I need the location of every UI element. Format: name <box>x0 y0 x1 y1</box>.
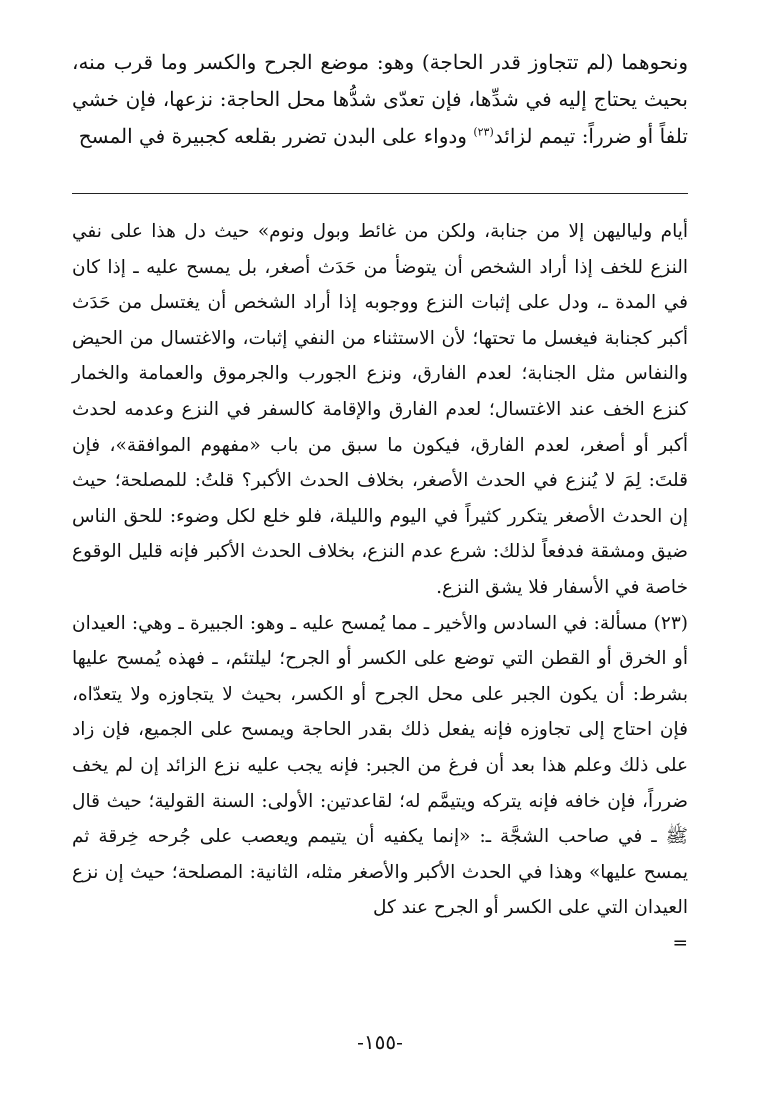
footnote-continuation: أيام ولياليهن إلا من جنابة، ولكن من غائط وبول ونوم» حيث دل هذا على نفي النزع للخف إذا أراد الشخص أن يتوضأ من حَدَث أصغر، بل يمسح عليه ـ إذا كان في المدة ـ، ودل على إثبات النزع ووجوبه إذا أراد الشخص أن يغتسل من حَدَث أكبر كجنابة فيغسل ما تحتها؛ لأن الاستثناء من النفي إثبات، والاغتسال من الحيض والنفاس مثل الجنابة؛ لعدم الفارق، ونزع الجورب والجرموق والعمامة والخمار كنزع الخف عند الاغتسال؛ لعدم الفارق والإقامة كالسفر في النزع وعدمه لحدث أكبر أو أصغر، لعدم الفارق، فيكون ما سبق من باب «مفهوم الموافقة»، فإن قلتَ: لِمَ لا يُنزع في الحدث الأصغر، بخلاف الحدث الأكبر؟ قلتُ: للمصلحة؛ حيث إن الحدث الأصغر يتكرر كثيراً في اليوم والليلة، فلو خلع لكل وضوء: للحق الناس ضيق ومشقة فدفعاً لذلك: شرع عدم النزع، بخلاف الحدث الأكبر فإنه قليل الوقوع خاصة في الأسفار فلا يشق النزع. <box>72 221 688 598</box>
main-text-before-ref: ونحوهما (لم تتجاوز قدر الحاجة) وهو: موضع الجرح والكسر وما قرب منه، بحيث يحتاج إليه في شدِّها، فإن تعدّى شدُّها محل الحاجة: نزعها، فإن خشي تلفاً أو ضرراً: تيمم لزائد <box>72 50 688 148</box>
footnote-23: (٢٣) مسألة: في السادس والأخير ـ مما يُمسح عليه ـ وهو: الجبيرة ـ وهي: العيدان أو الخرق أو القطن التي توضع على الكسر أو الجرح؛ ليلتئم، ـ فهذه يُمسح عليها بشرط: أن يكون الجبر على محل الجرح أو الكسر، بحيث لا يتجاوزه ولا يتعدّاه، فإن احتاج إلى تجاوزه فإنه يفعل ذلك بقدر الحاجة ويمسح على الجميع، فإن زاد على ذلك وعلم هذا بعد أن فرغ من الجبر: فإنه يجب عليه نزع الزائد إن لم يخف ضرراً، فإن خافه فإنه يتركه ويتيمَّم له؛ لقاعدتين: الأولى: السنة القولية؛ حيث قال ﷺ ـ في صاحب الشجَّة ـ: «إنما يكفيه أن يتيمم ويعصب على جُرحه خِرقة ثم يمسح عليها» وهذا في الحدث الأكبر والأصغر مثله، الثانية: المصلحة؛ حيث إن نزع العيدان التي على الكسر أو الجرح عند كل <box>72 612 688 919</box>
footnote-separator <box>72 193 688 194</box>
main-text <box>72 44 688 155</box>
main-paragraph <box>72 44 688 155</box>
main-text-after-ref: ودواء على البدن تضرر بقلعه كجبيرة في المسح <box>78 124 474 148</box>
footnote-ref-23: (٢٣) <box>473 125 494 139</box>
continues-mark: = <box>672 932 688 954</box>
footnotes <box>72 214 688 961</box>
page-number: -١٥٥- <box>357 1030 403 1054</box>
